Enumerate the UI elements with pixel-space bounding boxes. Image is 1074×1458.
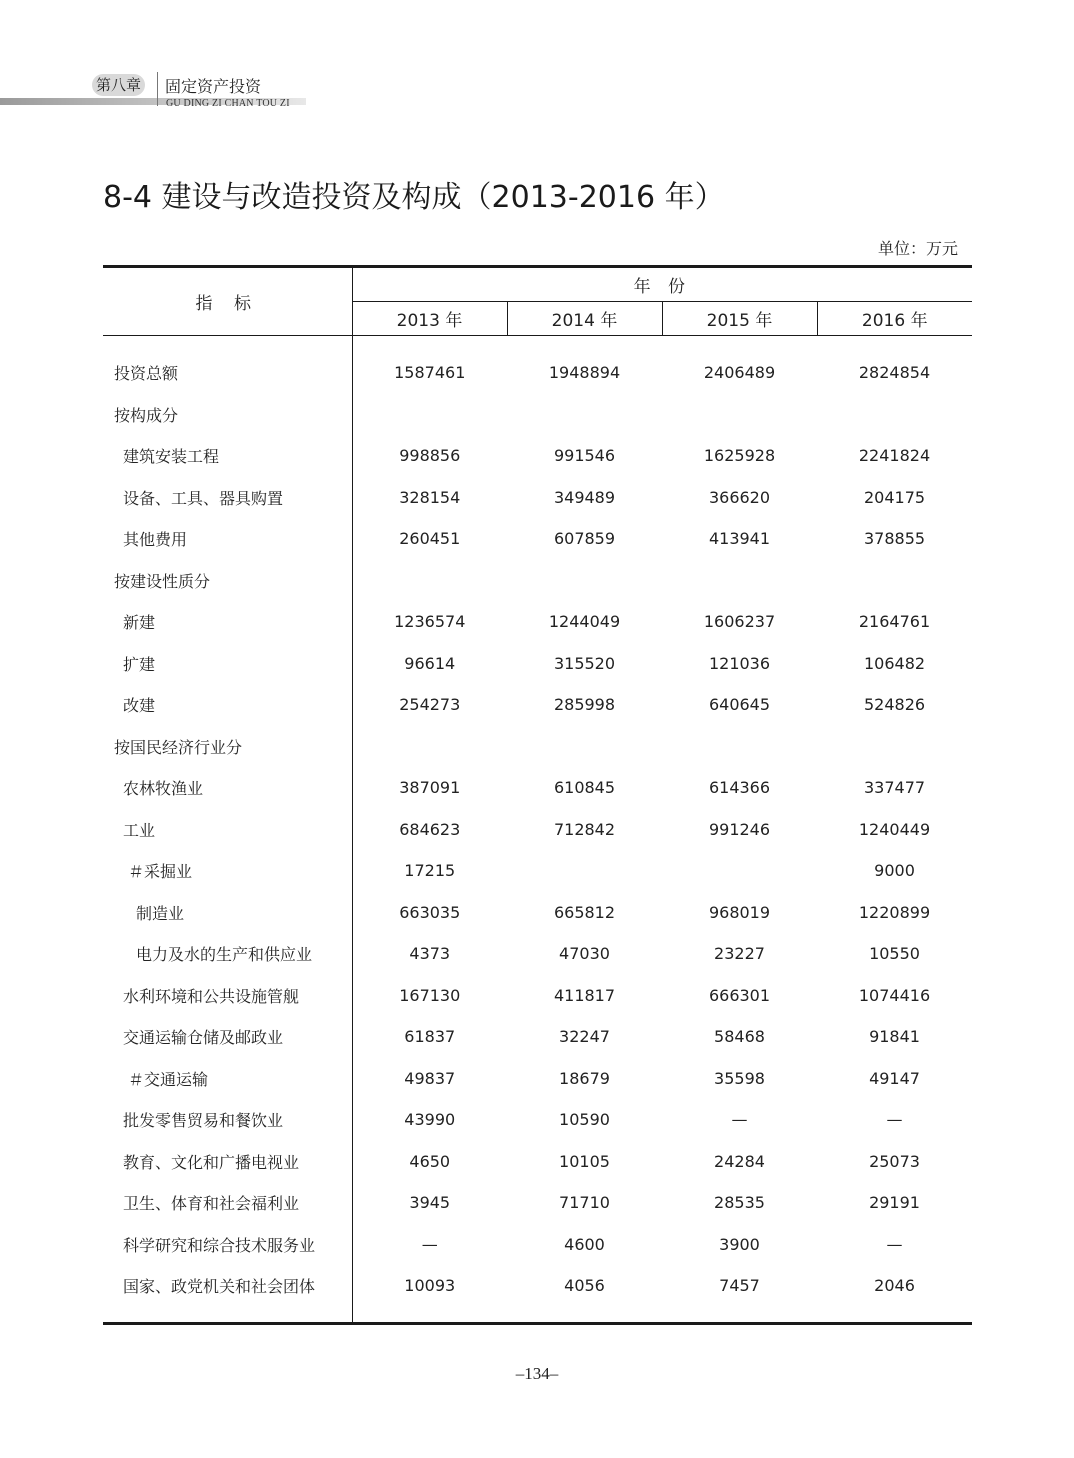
row-label: ＃采掘业 bbox=[103, 850, 352, 892]
value-cell: 4373 bbox=[409, 944, 451, 964]
table-row bbox=[103, 336, 972, 394]
value-cell: 366620 bbox=[708, 487, 771, 507]
value-cell: 285998 bbox=[553, 695, 616, 715]
value-cell: 3900 bbox=[719, 1234, 760, 1254]
value-cell: 10093 bbox=[404, 1276, 456, 1296]
value-cell: 349489 bbox=[553, 487, 616, 507]
table-row bbox=[103, 518, 972, 560]
value-cell: 610845 bbox=[553, 778, 616, 798]
value-cell bbox=[662, 560, 817, 602]
value-cell: 387091 bbox=[399, 778, 461, 798]
value-cell: 10105 bbox=[559, 1151, 610, 1171]
value-cell bbox=[507, 394, 662, 436]
value-cell: 337477 bbox=[863, 778, 926, 798]
value-cell: — bbox=[731, 1110, 748, 1130]
value-cell: 1220899 bbox=[858, 902, 931, 922]
value-cell: 49147 bbox=[869, 1068, 920, 1088]
value-cell: 1948894 bbox=[548, 363, 621, 383]
value-cell bbox=[352, 560, 507, 602]
value-cell: 1587461 bbox=[394, 363, 466, 383]
value-cell bbox=[507, 560, 662, 602]
row-label: 农林牧渔业 bbox=[103, 767, 352, 809]
table-row bbox=[103, 1224, 972, 1266]
table-row bbox=[103, 1265, 972, 1323]
value-cell: 29191 bbox=[869, 1193, 920, 1213]
row-label: 卫生、体育和社会福利业 bbox=[103, 1182, 352, 1224]
table-row bbox=[103, 1182, 972, 1224]
value-cell: 4600 bbox=[564, 1234, 605, 1254]
value-cell bbox=[662, 394, 817, 436]
value-cell: 315520 bbox=[553, 653, 616, 673]
value-cell: 991246 bbox=[708, 819, 771, 839]
value-cell bbox=[507, 850, 662, 892]
table-row bbox=[103, 767, 972, 809]
year-header: 2014 年 bbox=[507, 302, 662, 336]
value-cell: 49837 bbox=[404, 1068, 456, 1088]
value-cell: 23227 bbox=[714, 944, 765, 964]
value-cell: 411817 bbox=[553, 985, 616, 1005]
row-label: 新建 bbox=[103, 601, 352, 643]
row-label: 水利环境和公共设施管舰 bbox=[103, 975, 352, 1017]
value-cell: 1240449 bbox=[858, 819, 931, 839]
row-label: ＃交通运输 bbox=[103, 1058, 352, 1100]
year-header: 2015 年 bbox=[662, 302, 817, 336]
value-cell: 666301 bbox=[708, 985, 771, 1005]
value-cell bbox=[352, 394, 507, 436]
table-row bbox=[103, 643, 972, 685]
table-row bbox=[103, 601, 972, 643]
row-label: 工业 bbox=[103, 809, 352, 851]
table-row bbox=[103, 394, 972, 436]
row-label: 按建设性质分 bbox=[103, 560, 352, 602]
value-cell: 4056 bbox=[564, 1276, 605, 1296]
row-label: 电力及水的生产和供应业 bbox=[103, 933, 352, 975]
chapter-divider bbox=[157, 72, 158, 106]
table-row bbox=[103, 809, 972, 851]
value-cell: 328154 bbox=[399, 487, 461, 507]
year-header: 2013 年 bbox=[352, 302, 507, 336]
value-cell: 1625928 bbox=[703, 446, 776, 466]
value-cell bbox=[662, 850, 817, 892]
value-cell: 378855 bbox=[863, 529, 926, 549]
investment-table bbox=[103, 265, 972, 1325]
value-cell: 17215 bbox=[404, 861, 456, 881]
table-row bbox=[103, 1099, 972, 1141]
value-cell bbox=[507, 726, 662, 768]
value-cell: 24284 bbox=[714, 1151, 765, 1171]
value-cell bbox=[352, 726, 507, 768]
value-cell: 260451 bbox=[399, 529, 461, 549]
value-cell: 1074416 bbox=[858, 985, 931, 1005]
value-cell: 204175 bbox=[863, 487, 926, 507]
value-cell: 4650 bbox=[409, 1151, 451, 1171]
table-row bbox=[103, 726, 972, 768]
row-label: 科学研究和综合技术服务业 bbox=[103, 1224, 352, 1266]
row-label: 投资总额 bbox=[103, 336, 352, 394]
value-cell: 3945 bbox=[409, 1193, 451, 1213]
value-cell: 998856 bbox=[399, 446, 461, 466]
chapter-title: 固定资产投资 bbox=[165, 77, 262, 96]
row-label: 国家、政党机关和社会团体 bbox=[103, 1265, 352, 1323]
year-group-header: 年 份 bbox=[633, 277, 691, 297]
value-cell: 2164761 bbox=[858, 612, 931, 632]
table-row bbox=[103, 1016, 972, 1058]
value-cell: 684623 bbox=[399, 819, 461, 839]
table-row bbox=[103, 850, 972, 892]
value-cell: 167130 bbox=[399, 985, 461, 1005]
table-row bbox=[103, 477, 972, 519]
value-cell: 35598 bbox=[714, 1068, 765, 1088]
value-cell: 712842 bbox=[553, 819, 616, 839]
page-title: 8-4 建设与改造投资及构成（2013-2016 年） bbox=[103, 180, 725, 215]
chapter-pinyin: GU DING ZI CHAN TOU ZI bbox=[166, 98, 290, 109]
value-cell: 61837 bbox=[404, 1027, 456, 1047]
row-label: 改建 bbox=[103, 684, 352, 726]
value-cell: 121036 bbox=[708, 653, 771, 673]
value-cell: 25073 bbox=[869, 1151, 920, 1171]
table-body bbox=[103, 336, 972, 1324]
chapter-badge: 第八章 bbox=[92, 74, 145, 96]
row-label: 教育、文化和广播电视业 bbox=[103, 1141, 352, 1183]
value-cell: 1236574 bbox=[394, 612, 466, 632]
value-cell: 1244049 bbox=[548, 612, 621, 632]
row-label: 制造业 bbox=[103, 892, 352, 934]
value-cell: 96614 bbox=[404, 653, 456, 673]
value-cell: 7457 bbox=[719, 1276, 760, 1296]
value-cell: 91841 bbox=[869, 1027, 920, 1047]
value-cell: 665812 bbox=[553, 902, 616, 922]
page-number: –134– bbox=[515, 1364, 559, 1383]
value-cell bbox=[817, 394, 972, 436]
row-label: 按国民经济行业分 bbox=[103, 726, 352, 768]
year-header: 2016 年 bbox=[817, 302, 972, 336]
table-row bbox=[103, 975, 972, 1017]
value-cell bbox=[662, 726, 817, 768]
value-cell: 968019 bbox=[708, 902, 771, 922]
value-cell: — bbox=[886, 1110, 903, 1130]
value-cell: 2046 bbox=[874, 1276, 915, 1296]
value-cell: 28535 bbox=[714, 1193, 765, 1213]
value-cell: 9000 bbox=[874, 861, 915, 881]
value-cell: 2824854 bbox=[858, 363, 931, 383]
value-cell: 1606237 bbox=[703, 612, 776, 632]
value-cell: 413941 bbox=[708, 529, 771, 549]
value-cell: 47030 bbox=[559, 944, 610, 964]
table-row bbox=[103, 933, 972, 975]
value-cell: 663035 bbox=[399, 902, 461, 922]
value-cell: 106482 bbox=[863, 653, 926, 673]
row-label: 按构成分 bbox=[103, 394, 352, 436]
row-label: 其他费用 bbox=[103, 518, 352, 560]
row-label: 批发零售贸易和餐饮业 bbox=[103, 1099, 352, 1141]
row-label: 扩建 bbox=[103, 643, 352, 685]
value-cell bbox=[817, 726, 972, 768]
value-cell: 58468 bbox=[714, 1027, 765, 1047]
value-cell: 991546 bbox=[553, 446, 616, 466]
value-cell: 614366 bbox=[708, 778, 771, 798]
value-cell: 2406489 bbox=[703, 363, 776, 383]
table-row bbox=[103, 892, 972, 934]
value-cell: 10590 bbox=[559, 1110, 610, 1130]
table-row bbox=[103, 1141, 972, 1183]
table-row bbox=[103, 1058, 972, 1100]
value-cell: — bbox=[421, 1234, 438, 1254]
value-cell: 32247 bbox=[559, 1027, 610, 1047]
row-label: 设备、工具、器具购置 bbox=[103, 477, 352, 519]
table-row bbox=[103, 560, 972, 602]
table-row bbox=[103, 435, 972, 477]
value-cell: 18679 bbox=[559, 1068, 610, 1088]
value-cell: 254273 bbox=[399, 695, 461, 715]
indicator-header: 指 标 bbox=[103, 267, 352, 336]
value-cell: 10550 bbox=[869, 944, 920, 964]
unit-label: 单位：万元 bbox=[877, 239, 958, 258]
value-cell: 71710 bbox=[559, 1193, 610, 1213]
table-row bbox=[103, 684, 972, 726]
value-cell bbox=[817, 560, 972, 602]
row-label: 建筑安装工程 bbox=[103, 435, 352, 477]
value-cell: 43990 bbox=[404, 1110, 456, 1130]
value-cell: — bbox=[886, 1234, 903, 1254]
value-cell: 2241824 bbox=[858, 446, 931, 466]
value-cell: 524826 bbox=[863, 695, 926, 715]
row-label: 交通运输仓储及邮政业 bbox=[103, 1016, 352, 1058]
value-cell: 607859 bbox=[553, 529, 616, 549]
value-cell: 640645 bbox=[708, 695, 771, 715]
